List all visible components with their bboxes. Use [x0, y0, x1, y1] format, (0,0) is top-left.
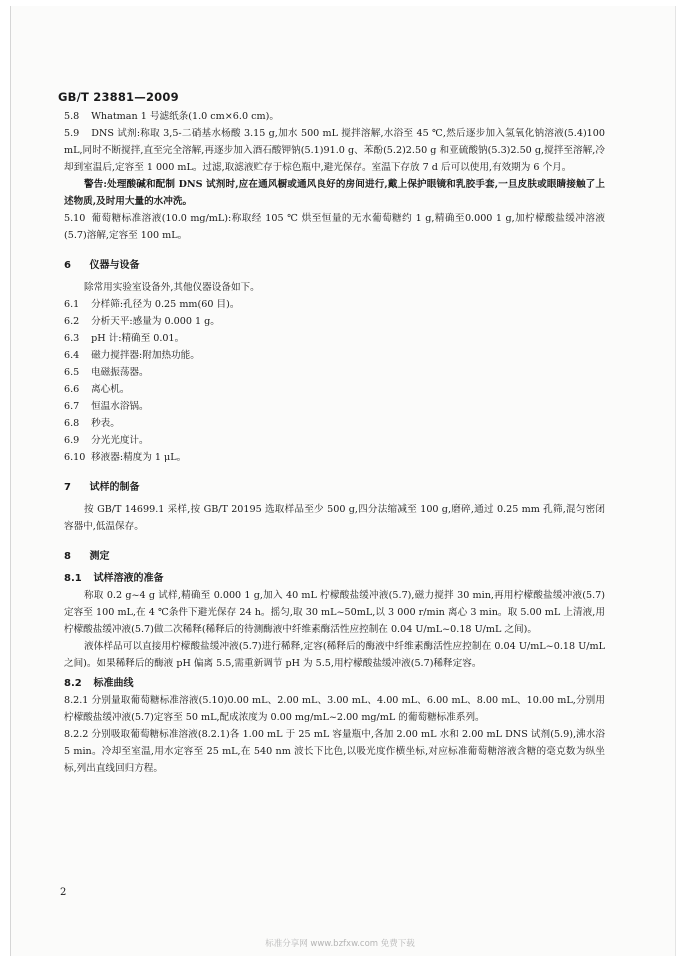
list-item	[64, 398, 605, 415]
watermark-footer: 标准分享网 www.bzfxw.com 免费下载	[265, 939, 415, 949]
list-item	[64, 330, 605, 347]
list-item	[64, 313, 605, 330]
item-number: 6.3	[64, 333, 80, 344]
section-number: 7	[64, 482, 71, 493]
clause-number: 5.9	[64, 128, 80, 139]
clause-text: Whatman 1 号滤纸条(1.0 cm×6.0 cm)。	[91, 111, 279, 122]
list-item	[64, 432, 605, 449]
item-text: 电磁振荡器。	[91, 367, 149, 378]
clause-5-8	[64, 108, 605, 125]
item-number: 6.6	[64, 384, 80, 395]
item-text: 分样筛:孔径为 0.25 mm(60 目)。	[91, 299, 240, 310]
list-item	[64, 449, 605, 466]
clause-number: 8.2.2	[64, 729, 89, 740]
item-text: 秒表。	[91, 418, 120, 429]
safety-warning: 警告:处理酸碱和配制 DNS 试剂时,应在通风橱或通风良好的房间进行,戴上保护眼镜和乳胶手套,一旦皮肤或眼睛接触了上述物质,及时用大量的水冲洗。	[64, 179, 605, 207]
standard-code-header: GB/T 23881—2009	[58, 90, 179, 104]
subsection-8-1-paragraph-1: 称取 0.2 g~4 g 试样,精确至 0.000 1 g,加入 40 mL 柠檬酸盐缓冲液(5.7),磁力搅拌 30 min,再用柠檬酸盐缓冲液(5.7)定容至 100 mL,在 4 ℃条件下避光保存 24 h。摇匀,取 30 mL~50mL,以 3 000 r/min 离心 3 min。取 5.00 mL 上清液,用柠檬酸盐缓冲液(5.7)做二次稀释(稀释后的待测酶液中纤维素酶活性应控制在 0.04 U/mL~0.18 U/mL 之间)。	[64, 590, 605, 635]
subsection-number: 8.2	[64, 678, 82, 689]
section-8-heading	[64, 548, 605, 565]
clause-5-10	[64, 210, 605, 244]
section-6-heading	[64, 257, 605, 274]
subsection-8-1-heading	[64, 570, 605, 587]
list-item	[64, 296, 605, 313]
item-text: 恒温水浴锅。	[91, 401, 149, 412]
clause-5-9	[64, 125, 605, 176]
section-6-intro: 除常用实验室设备外,其他仪器设备如下。	[84, 282, 260, 293]
clause-8-2-2	[64, 726, 605, 777]
subsection-title: 标准曲线	[93, 678, 134, 689]
item-number: 6.4	[64, 350, 80, 361]
item-number: 6.1	[64, 299, 80, 310]
section-number: 6	[64, 260, 71, 271]
subsection-8-2-heading	[64, 675, 605, 692]
item-text: 分析天平:感量为 0.000 1 g。	[91, 316, 220, 327]
section-title: 仪器与设备	[89, 260, 140, 271]
item-text: 离心机。	[91, 384, 130, 395]
clause-number: 8.2.1	[64, 695, 89, 706]
item-number: 6.5	[64, 367, 80, 378]
item-text: 分光光度计。	[91, 435, 149, 446]
clause-number: 5.8	[64, 111, 80, 122]
page-number: 2	[60, 887, 67, 898]
document-body	[64, 108, 605, 777]
item-number: 6.9	[64, 435, 80, 446]
item-text: pH 计:精确至 0.01。	[91, 333, 185, 344]
list-item	[64, 415, 605, 432]
clause-text: 葡萄糖标准溶液(10.0 mg/mL):称取经 105 ℃ 烘至恒量的无水葡萄糖约 1 g,精确至0.000 1 g,加柠檬酸盐缓冲溶液(5.7)溶解,定容至 100 mL。	[64, 213, 605, 241]
subsection-title: 试样溶液的准备	[93, 573, 164, 584]
list-item	[64, 347, 605, 364]
section-7-text: 按 GB/T 14699.1 采样,按 GB/T 20195 选取样品至少 500 g,四分法缩减至 100 g,磨碎,通过 0.25 mm 孔筛,混匀密闭容器中,低温保存。	[64, 504, 605, 532]
clause-8-2-1	[64, 692, 605, 726]
item-number: 6.7	[64, 401, 80, 412]
clause-text: DNS 试剂:称取 3,5-二硝基水杨酸 3.15 g,加水 500 mL 搅拌溶解,水浴至 45 ℃,然后逐步加入氢氧化钠溶液(5.4)100 mL,同时不断搅拌,直至完全溶解,再逐步加入酒石酸钾钠(5.1)91.0 g、苯酚(5.2)2.50 g 和亚硫酸钠(5.3)2.50 g,搅拌至溶解,冷却到室温后,定容至 1 000 mL。过滤,取滤液贮存于棕色瓶中,避光保存。室温下存放 7 d 后可以使用,有效期为 6 个月。	[64, 128, 605, 173]
section-number: 8	[64, 551, 71, 562]
list-item	[64, 364, 605, 381]
subsection-8-1-paragraph-2: 液体样品可以直接用柠檬酸盐缓冲液(5.7)进行稀释,定容(稀释后的酶液中纤维素酶活性应控制在 0.04 U/mL~0.18 U/mL 之间)。如果稀释后的酶液 pH 偏离 5.5,需重新调节 pH 为 5.5,用柠檬酸盐缓冲液(5.7)稀释定容。	[64, 641, 605, 669]
item-number: 6.2	[64, 316, 80, 327]
item-number: 6.10	[64, 452, 86, 463]
list-item	[64, 381, 605, 398]
item-text: 移液器:精度为 1 μL。	[91, 452, 187, 463]
clause-number: 5.10	[64, 213, 86, 224]
section-title: 测定	[89, 551, 110, 562]
section-7-heading	[64, 479, 605, 496]
clause-text: 分别量取葡萄糖标准溶液(5.10)0.00 mL、2.00 mL、3.00 mL、4.00 mL、6.00 mL、8.00 mL、10.00 mL,分别用柠檬酸盐缓冲液(5.7)定容至 50 mL,配成浓度为 0.00 mg/mL~2.00 mg/mL 的葡萄糖标准系列。	[64, 695, 605, 723]
clause-text: 分别吸取葡萄糖标准溶液(8.2.1)各 1.00 mL 于 25 mL 容量瓶中,各加 2.00 mL 水和 2.00 mL DNS 试剂(5.9),沸水浴 5 min。冷却至室温,用水定容至 25 mL,在 540 nm 波长下比色,以吸光度作横坐标,对应标准葡萄糖溶液含糖的毫克数为纵坐标,列出直线回归方程。	[64, 729, 605, 774]
section-title: 试样的制备	[89, 482, 140, 493]
item-text: 磁力搅拌器:附加热功能。	[91, 350, 200, 361]
item-number: 6.8	[64, 418, 80, 429]
subsection-number: 8.1	[64, 573, 82, 584]
equipment-list	[64, 296, 605, 466]
